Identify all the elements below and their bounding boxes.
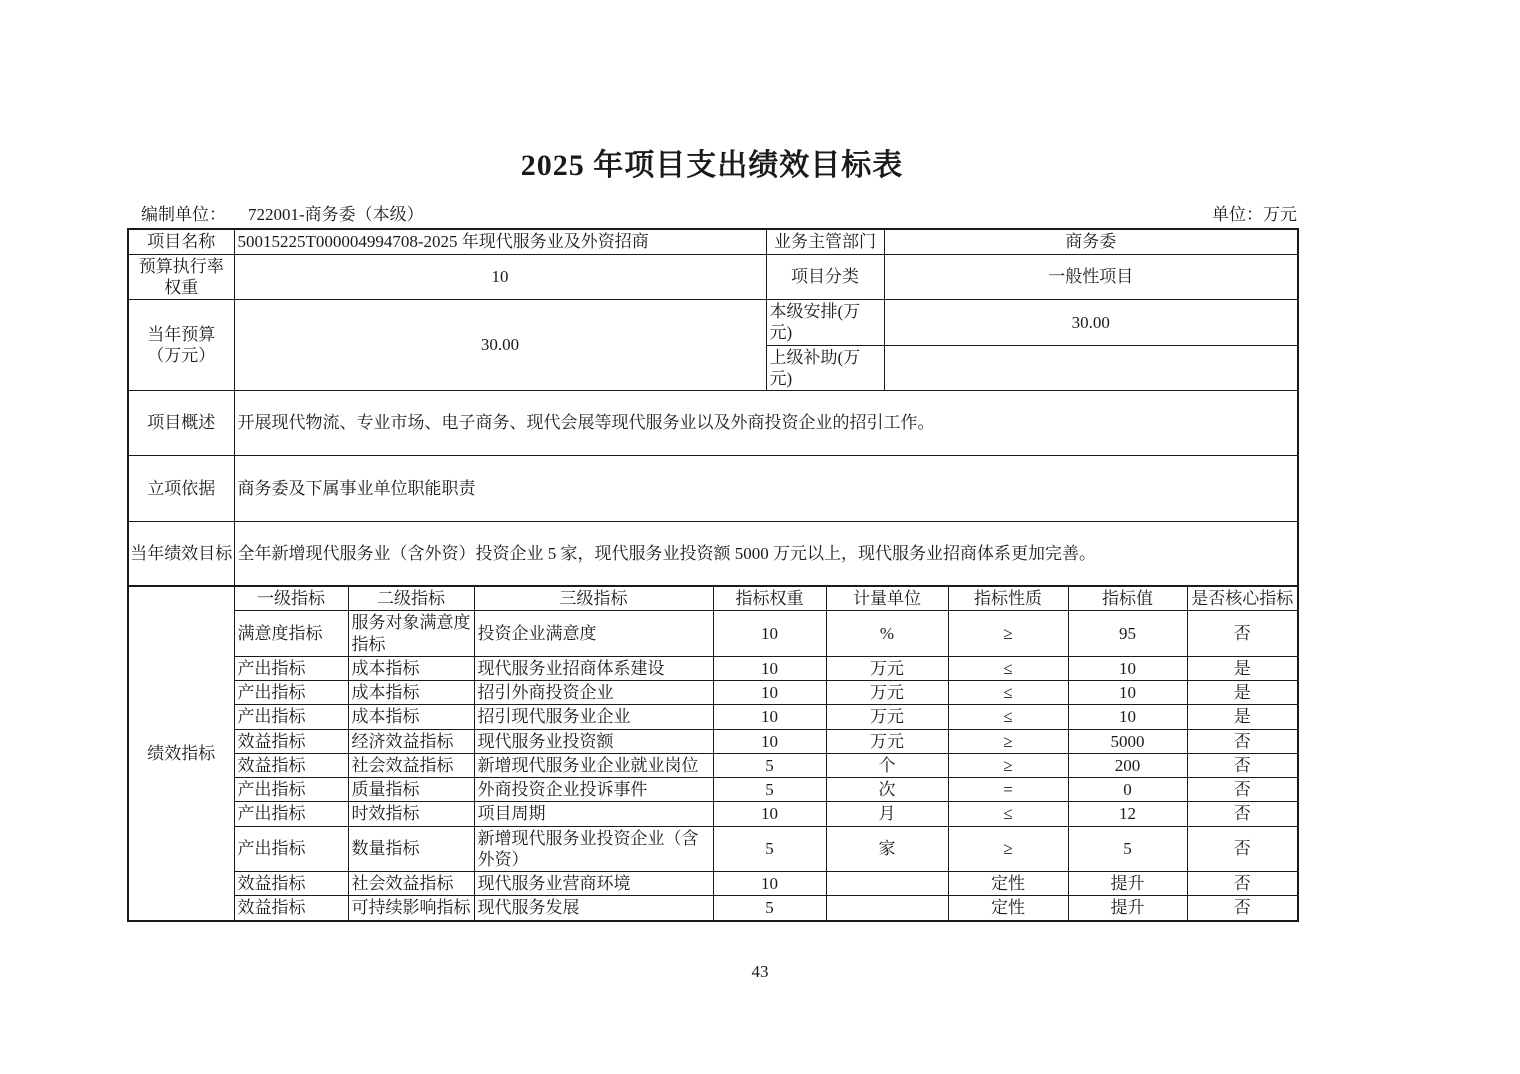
indicator-cell: 效益指标 xyxy=(234,896,348,921)
indicator-cell: 外商投资企业投诉事件 xyxy=(474,778,713,802)
column-header: 二级指标 xyxy=(348,587,474,611)
indicator-cell: 产出指标 xyxy=(234,802,348,826)
indicator-cell: 社会效益指标 xyxy=(348,753,474,777)
indicator-cell: 现代服务业投资额 xyxy=(474,729,713,753)
indicator-cell: 10 xyxy=(1068,681,1187,705)
indicator-cell: 服务对象满意度指标 xyxy=(348,611,474,657)
indicator-cell: 个 xyxy=(826,753,948,777)
indicator-cell: ≤ xyxy=(948,705,1068,729)
indicator-cell: 定性 xyxy=(948,872,1068,896)
indicator-cell: 产出指标 xyxy=(234,681,348,705)
indicator-cell: 10 xyxy=(713,729,826,753)
indicator-row xyxy=(128,896,1298,921)
indicator-cell: ≤ xyxy=(948,681,1068,705)
indicators-section-label: 绩效指标 xyxy=(128,587,234,921)
indicator-cell: 5000 xyxy=(1068,729,1187,753)
local-arrangement-label: 本级安排(万元) xyxy=(766,300,884,346)
indicator-cell: 质量指标 xyxy=(348,778,474,802)
indicator-cell: 否 xyxy=(1187,872,1298,896)
indicator-cell: 新增现代服务业投资企业（含外资） xyxy=(474,826,713,872)
indicator-row xyxy=(128,705,1298,729)
indicator-cell: 是 xyxy=(1187,656,1298,680)
indicator-cell: ≥ xyxy=(948,753,1068,777)
indicator-cell: 5 xyxy=(1068,826,1187,872)
column-header: 一级指标 xyxy=(234,587,348,611)
indicator-cell: 产出指标 xyxy=(234,705,348,729)
table-row xyxy=(128,456,1298,522)
indicators-table xyxy=(127,586,1299,922)
indicator-cell: 10 xyxy=(713,802,826,826)
indicator-cell: 否 xyxy=(1187,826,1298,872)
indicator-row xyxy=(128,656,1298,680)
dept-value: 商务委 xyxy=(884,229,1298,254)
column-header: 指标值 xyxy=(1068,587,1187,611)
prepare-unit xyxy=(127,200,424,225)
indicator-cell: 否 xyxy=(1187,611,1298,657)
indicator-cell: 成本指标 xyxy=(348,656,474,680)
overview-label: 项目概述 xyxy=(128,391,234,456)
indicator-cell: 满意度指标 xyxy=(234,611,348,657)
category-value: 一般性项目 xyxy=(884,254,1298,300)
currency-unit-label: 单位：万元 xyxy=(1212,205,1297,224)
indicator-cell: 项目周期 xyxy=(474,802,713,826)
indicator-cell: 5 xyxy=(713,753,826,777)
project-info-table xyxy=(127,228,1299,586)
indicator-cell: 200 xyxy=(1068,753,1187,777)
goal-label: 当年绩效目标 xyxy=(128,522,234,586)
superior-subsidy-label: 上级补助(万元) xyxy=(766,345,884,391)
indicator-cell xyxy=(826,872,948,896)
indicator-cell: 投资企业满意度 xyxy=(474,611,713,657)
indicator-cell: 成本指标 xyxy=(348,681,474,705)
table-row xyxy=(128,522,1298,586)
indicator-cell: 现代服务发展 xyxy=(474,896,713,921)
indicator-cell: ≤ xyxy=(948,802,1068,826)
indicator-cell: 次 xyxy=(826,778,948,802)
indicator-cell: 是 xyxy=(1187,705,1298,729)
indicator-cell: 10 xyxy=(1068,656,1187,680)
column-header: 三级指标 xyxy=(474,587,713,611)
indicator-cell: 否 xyxy=(1187,729,1298,753)
indicator-cell: 可持续影响指标 xyxy=(348,896,474,921)
year-budget-value: 30.00 xyxy=(234,300,766,391)
indicator-cell: ≥ xyxy=(948,729,1068,753)
indicator-cell: ≤ xyxy=(948,656,1068,680)
table-row xyxy=(128,229,1298,254)
indicator-cell: 经济效益指标 xyxy=(348,729,474,753)
indicator-cell: 效益指标 xyxy=(234,729,348,753)
indicator-cell: 提升 xyxy=(1068,896,1187,921)
prepare-unit-value: 722001-商务委（本级） xyxy=(248,205,424,224)
indicator-cell: 产出指标 xyxy=(234,826,348,872)
local-arrangement-value: 30.00 xyxy=(884,300,1298,346)
indicator-cell: 10 xyxy=(713,656,826,680)
overview-value: 开展现代物流、专业市场、电子商务、现代会展等现代服务业以及外商投资企业的招引工作。 xyxy=(234,391,1298,456)
indicator-cell: 0 xyxy=(1068,778,1187,802)
indicator-cell: 5 xyxy=(713,778,826,802)
indicator-cell: 否 xyxy=(1187,753,1298,777)
indicator-cell: % xyxy=(826,611,948,657)
indicator-cell: 万元 xyxy=(826,681,948,705)
indicators-header-row xyxy=(128,587,1298,611)
indicator-cell: 10 xyxy=(713,705,826,729)
prepare-unit-label: 编制单位： xyxy=(141,205,226,224)
superior-subsidy-value xyxy=(884,345,1298,391)
indicator-cell: 否 xyxy=(1187,802,1298,826)
table-row xyxy=(128,300,1298,346)
table-row xyxy=(128,391,1298,456)
indicator-cell: 5 xyxy=(713,826,826,872)
table-row xyxy=(128,254,1298,300)
indicator-cell: 家 xyxy=(826,826,948,872)
meta-row xyxy=(127,200,1297,225)
indicator-cell: 社会效益指标 xyxy=(348,872,474,896)
indicator-cell: 是 xyxy=(1187,681,1298,705)
indicator-cell: 新增现代服务业企业就业岗位 xyxy=(474,753,713,777)
indicator-cell: 10 xyxy=(713,681,826,705)
budget-rate-label: 预算执行率权重 xyxy=(128,254,234,300)
indicator-row xyxy=(128,681,1298,705)
indicator-cell: 12 xyxy=(1068,802,1187,826)
indicator-cell: 95 xyxy=(1068,611,1187,657)
column-header: 指标性质 xyxy=(948,587,1068,611)
column-header: 是否核心指标 xyxy=(1187,587,1298,611)
project-name-value: 50015225T000004994708-2025 年现代服务业及外资招商 xyxy=(234,229,766,254)
basis-value: 商务委及下属事业单位职能职责 xyxy=(234,456,1298,522)
column-header: 指标权重 xyxy=(713,587,826,611)
indicator-cell: 产出指标 xyxy=(234,656,348,680)
project-name-label: 项目名称 xyxy=(128,229,234,254)
indicator-cell: 10 xyxy=(713,872,826,896)
indicator-cell: 万元 xyxy=(826,656,948,680)
indicator-cell: 现代服务业营商环境 xyxy=(474,872,713,896)
indicator-cell: 效益指标 xyxy=(234,753,348,777)
category-label: 项目分类 xyxy=(766,254,884,300)
indicator-cell: 月 xyxy=(826,802,948,826)
indicator-cell: 现代服务业招商体系建设 xyxy=(474,656,713,680)
dept-label: 业务主管部门 xyxy=(766,229,884,254)
indicator-row xyxy=(128,611,1298,657)
indicator-row xyxy=(128,778,1298,802)
indicator-row xyxy=(128,826,1298,872)
indicator-cell: 定性 xyxy=(948,896,1068,921)
page-number: 43 xyxy=(751,962,769,981)
year-budget-label: 当年预算（万元） xyxy=(128,300,234,391)
indicator-cell: 否 xyxy=(1187,778,1298,802)
indicator-row xyxy=(128,872,1298,896)
page-title: 2025 年项目支出绩效目标表 xyxy=(520,149,904,182)
budget-rate-value: 10 xyxy=(234,254,766,300)
indicator-cell: 成本指标 xyxy=(348,705,474,729)
indicator-cell: 产出指标 xyxy=(234,778,348,802)
basis-label: 立项依据 xyxy=(128,456,234,522)
column-header: 计量单位 xyxy=(826,587,948,611)
goal-value: 全年新增现代服务业（含外资）投资企业 5 家，现代服务业投资额 5000 万元以上，现代服务业招商体系更加完善。 xyxy=(234,522,1298,586)
indicator-cell: 数量指标 xyxy=(348,826,474,872)
indicator-cell: ≥ xyxy=(948,826,1068,872)
document-content xyxy=(127,140,1297,922)
indicator-cell: 10 xyxy=(1068,705,1187,729)
indicator-row xyxy=(128,802,1298,826)
indicator-cell: 万元 xyxy=(826,705,948,729)
indicator-cell: 提升 xyxy=(1068,872,1187,896)
indicator-cell: 万元 xyxy=(826,729,948,753)
indicator-cell: 效益指标 xyxy=(234,872,348,896)
indicator-cell: ≥ xyxy=(948,611,1068,657)
indicator-row xyxy=(128,729,1298,753)
indicator-cell: 5 xyxy=(713,896,826,921)
indicator-cell: 否 xyxy=(1187,896,1298,921)
indicator-cell: 10 xyxy=(713,611,826,657)
indicator-cell: = xyxy=(948,778,1068,802)
indicator-cell: 时效指标 xyxy=(348,802,474,826)
indicator-cell xyxy=(826,896,948,921)
indicator-cell: 招引现代服务业企业 xyxy=(474,705,713,729)
indicator-cell: 招引外商投资企业 xyxy=(474,681,713,705)
indicator-row xyxy=(128,753,1298,777)
